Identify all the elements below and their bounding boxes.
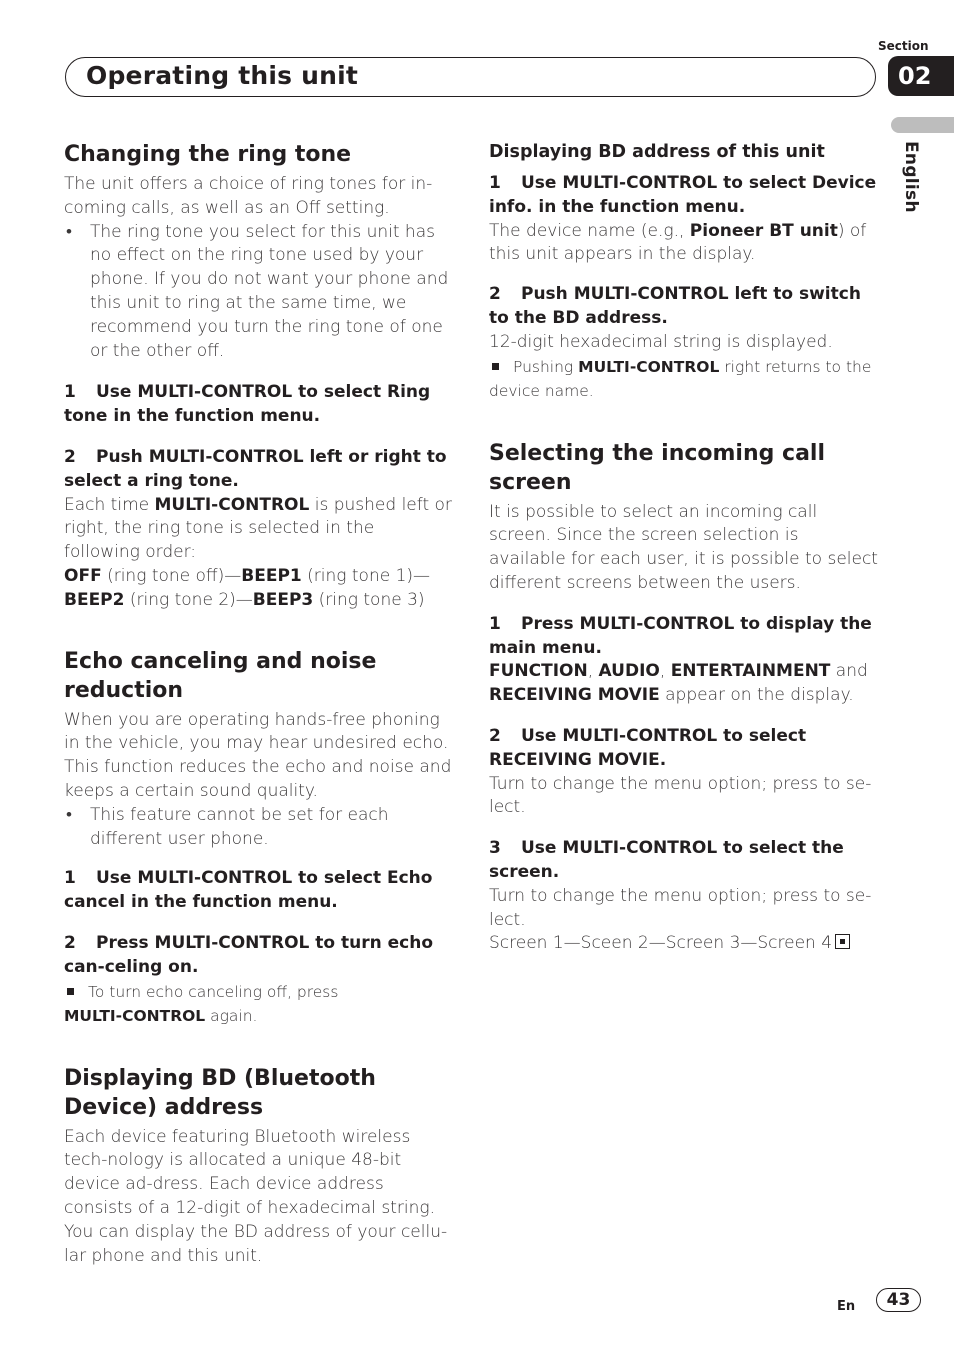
order-item-text: (ring tone 1)—: [301, 565, 431, 586]
step-text: Use MULTI-CONTROL to select Ring tone in the function menu.: [64, 382, 431, 427]
ring-tone-description: [64, 494, 452, 565]
section-number: 02: [888, 56, 954, 96]
incoming-step-2: [489, 725, 879, 773]
desc-part: Each time: [64, 494, 155, 515]
step-number: 1: [489, 173, 501, 193]
order-item-text: (ring tone 3): [313, 589, 425, 610]
echo-bullets: [64, 804, 452, 852]
menu-item-text: ,: [659, 661, 671, 682]
incoming-heading: Selecting the incoming call screen: [489, 440, 826, 495]
step-number: 1: [64, 868, 76, 889]
incoming-turn-1: Turn to change the menu option; press to se-lect.: [489, 773, 872, 818]
menu-item-text: ,: [587, 661, 599, 682]
desc-part: The device name (e.g.,: [489, 220, 690, 241]
section-label: Section: [878, 39, 929, 53]
bd-unit-step-2: [489, 283, 879, 331]
page-number: 43: [876, 1288, 921, 1312]
footer-language: En: [837, 1299, 856, 1314]
ring-tone-step-2: [64, 446, 452, 494]
order-item-bold: BEEP2: [64, 589, 125, 610]
screens-text: Screen 1—Sceen 2—Screen 3—Screen 4: [489, 933, 833, 954]
desc-bold: Pioneer BT unit: [689, 220, 838, 241]
step-number: 2: [489, 284, 501, 305]
incoming-step-1: [489, 613, 879, 661]
order-item-bold: OFF: [64, 565, 102, 586]
note-bold: MULTI-CONTROL: [64, 1006, 206, 1025]
bd-intro: Each device featuring Bluetooth wireless tech-nology is allocated a unique 48-bit device ad-dress. Each device address consists of a 12-digit of hexadecimal string.: [64, 1126, 436, 1218]
note-bold: MULTI-CONTROL: [578, 357, 720, 376]
ring-tone-order: [64, 565, 452, 613]
step-number: 3: [489, 838, 501, 859]
ring-tone-heading: Changing the ring tone: [64, 142, 352, 167]
ring-tone-bullet: • The ring tone you select for this unit has no effect on the ring tone used by your phone. If you do not want your phone and this unit to ring at the same time, we recommend you turn the ring tone of one or the other off.: [64, 221, 452, 364]
step-number: 2: [489, 725, 501, 746]
desc-part: ) of this unit appears in the display.: [489, 220, 867, 265]
order-item-bold: BEEP1: [241, 565, 302, 586]
echo-step-1: [64, 867, 452, 915]
incoming-screens: [489, 932, 879, 956]
ring-tone-intro: The unit offers a choice of ring tones for in-coming calls, as well as an Off setting.: [64, 174, 433, 218]
bd-unit-description: [489, 220, 879, 268]
ring-tone-step-1: [64, 381, 452, 429]
step-text: Push MULTI-CONTROL left or right to select a ring tone.: [64, 446, 447, 491]
bd-unit-description-2: 12-digit hexadecimal string is displayed.: [489, 331, 833, 352]
step-text: Press MULTI-CONTROL to turn echo can-celing on.: [64, 932, 434, 977]
step-number: 2: [64, 932, 76, 953]
bd-unit-note: [489, 355, 879, 403]
note-text: again.: [205, 1006, 258, 1025]
menu-item-text: and: [830, 661, 868, 682]
menu-item-bold: FUNCTION: [489, 661, 588, 682]
order-item-bold: BEEP3: [252, 589, 314, 610]
left-column: [64, 140, 452, 1268]
language-tab: [891, 117, 954, 133]
echo-heading: Echo canceling and noise reduction: [64, 648, 377, 703]
step-text: Use MULTI-CONTROL to select Echo cancel in the function menu.: [64, 868, 433, 913]
menu-item-bold: AUDIO: [598, 661, 660, 682]
page-title: Operating this unit: [86, 61, 359, 90]
echo-step-2: [64, 932, 452, 980]
menu-item-bold: RECEIVING MOVIE: [489, 685, 660, 706]
end-mark-icon: [835, 934, 850, 949]
step-number: 2: [64, 446, 76, 467]
note-text: To turn echo canceling off, press: [88, 982, 339, 1001]
step-text: Use MULTI-CONTROL to select Device info. in the function menu.: [489, 173, 877, 217]
note-text: right returns to the device name.: [489, 357, 872, 400]
note-text: Pushing: [513, 357, 579, 376]
step-number: 1: [64, 382, 76, 403]
bd-unit-step-1: [489, 172, 879, 220]
language-label: English: [901, 141, 921, 213]
desc-part: is pushed left or right, the ring tone is selected in the following order:: [64, 494, 452, 563]
step-text: Use MULTI-CONTROL to select RECEIVING MOVIE.: [489, 725, 807, 770]
echo-intro: When you are operating hands-free phoning in the vehicle, you may hear undesired echo. This function reduces the echo and noise and keeps a certain sound quality.: [64, 709, 452, 801]
bd-intro-2: You can display the BD address of your cellu-lar phone and this unit.: [64, 1221, 448, 1266]
step-number: 1: [489, 613, 501, 634]
menu-item-text: appear on the display.: [659, 685, 854, 706]
order-item-text: (ring tone off)—: [101, 565, 242, 586]
desc-bold: MULTI-CONTROL: [154, 494, 310, 515]
incoming-menu-list: [489, 660, 879, 708]
echo-bullet: • This feature cannot be set for each different user phone.: [64, 804, 452, 852]
menu-item-bold: ENTERTAINMENT: [670, 661, 831, 682]
ring-tone-bullets: [64, 221, 452, 364]
echo-note: [64, 980, 452, 1028]
incoming-intro: It is possible to select an incoming call screen. Since the screen selection is available for each user, it is possible to select different screens between the users.: [489, 501, 878, 593]
bd-heading: Displaying BD (Bluetooth Device) address: [64, 1065, 376, 1120]
step-text: Use MULTI-CONTROL to select the screen.: [489, 838, 844, 882]
order-item-text: (ring tone 2)—: [124, 589, 253, 610]
square-bullet-icon: [492, 363, 499, 370]
step-text: Push MULTI-CONTROL left to switch to the BD address.: [489, 284, 861, 328]
bd-unit-heading: Displaying BD address of this unit: [489, 142, 825, 162]
square-bullet-icon: [67, 988, 74, 995]
right-column: [489, 140, 879, 956]
step-text: Press MULTI-CONTROL to display the main menu.: [489, 613, 872, 658]
incoming-step-3: [489, 837, 879, 885]
incoming-turn-2: Turn to change the menu option; press to se-lect.: [489, 885, 872, 930]
page-title-bar: [65, 57, 876, 97]
